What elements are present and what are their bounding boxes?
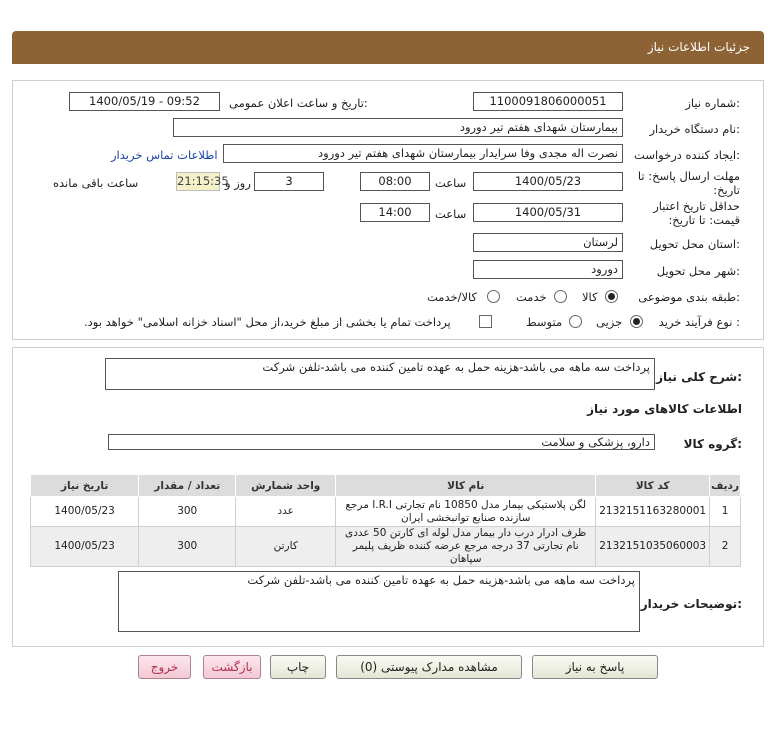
purchase-radio-minor[interactable] [630,315,643,328]
print-button[interactable]: چاپ [270,655,326,679]
col-date: تاریخ نیاز [31,475,139,497]
goods-table [30,474,741,567]
page-header [12,31,764,64]
deadline-date-field[interactable]: 1400/05/23 [473,172,623,191]
province-label: استان محل تحویل: [649,237,740,251]
category-label: طبقه بندی موضوعی: [638,290,740,304]
need-number-field[interactable]: 1100091806000051 [473,92,623,111]
category-option-goods-service: کالا/خدمت [427,290,478,304]
cell-qty: 300 [139,497,236,527]
deadline-days-field[interactable]: 3 [254,172,324,191]
page-title: جزئیات اطلاعات نیاز [647,40,750,54]
col-unit: واحد شمارش [236,475,336,497]
deadline-label: مهلت ارسال پاسخ: تا تاریخ: [637,169,740,197]
table-row[interactable] [31,497,741,527]
cell-unit: کارتن [236,527,336,567]
province-field[interactable]: لرستان [473,233,623,252]
deadline-time-field[interactable]: 08:00 [360,172,430,191]
goods-group-field[interactable]: دارو، پزشکی و سلامت [108,434,655,450]
reply-button[interactable]: پاسخ به نیاز [532,655,658,679]
cell-date: 1400/05/23 [31,527,139,567]
cell-code: 2132151035060003 [596,527,710,567]
purchase-type-label: نوع فرآیند خرید : [658,315,740,329]
cell-date: 1400/05/23 [31,497,139,527]
deadline-days-label: روز و [225,176,251,190]
buyer-contact-link[interactable]: اطلاعات تماس خریدار [111,148,218,162]
validity-label: حداقل تاریخ اعتبار قیمت: تا تاریخ: [653,199,740,227]
treasury-payment-note: پرداخت تمام یا بخشی از مبلغ خرید،از محل "اسناد خزانه اسلامی" خواهد بود. [84,315,451,329]
purchase-option-medium: متوسط [526,315,563,329]
buyer-notes-field[interactable]: پرداخت سه ماهه می باشد-هزینه حمل به عهده تامین کننده می باشد-تلفن شرکت [118,571,640,632]
validity-time-field[interactable]: 14:00 [360,203,430,222]
cell-index: 2 [710,527,741,567]
buyer-org-field[interactable]: بیمارستان شهدای هفتم تیر دورود [173,118,623,137]
deadline-time-label: ساعت [435,176,467,190]
requester-field[interactable]: نصرت اله مجدی وفا سرایدار بیمارستان شهدای هفتم تیر دورود [223,144,623,163]
buyer-notes-label: توضیحات خریدار: [640,597,742,611]
city-field[interactable]: دورود [473,260,623,279]
category-radio-goods-service[interactable] [487,290,500,303]
cell-name: لگن پلاستیکی بیمار مدل 10850 نام تجارتی I.R.I مرجع سازنده صنایع توانبخشی ایران [336,497,596,527]
cell-unit: عدد [236,497,336,527]
col-name: نام کالا [336,475,596,497]
back-button[interactable]: بازگشت [203,655,261,679]
validity-time-label: ساعت [435,207,467,221]
cell-code: 2132151163280001 [596,497,710,527]
summary-label: شرح کلی نیاز: [656,370,742,384]
remaining-time-field: 21:15:35 [176,172,220,191]
goods-group-label: گروه کالا: [683,437,742,451]
col-index: ردیف [710,475,741,497]
announce-field[interactable]: 1400/05/19 - 09:52 [69,92,220,111]
category-radio-service[interactable] [554,290,567,303]
city-label: شهر محل تحویل: [656,264,740,278]
cell-qty: 300 [139,527,236,567]
requester-label: ایجاد کننده درخواست: [634,148,740,162]
purchase-radio-medium[interactable] [569,315,582,328]
summary-field[interactable]: پرداخت سه ماهه می باشد-هزینه حمل به عهده تامین کننده می باشد-تلفن شرکت [105,358,655,390]
announce-label: تاریخ و ساعت اعلان عمومی: [229,96,368,110]
table-header-row [31,475,741,497]
need-number-label: شماره نیاز: [685,96,740,110]
cell-name: ظرف ادرار درب دار بیمار مدل لوله ای کارتن 50 عددی نام تجارتی 37 درجه مرجع عرضه کننده ظریف پلیمر سپاهان [336,527,596,567]
buyer-org-label: نام دستگاه خریدار: [649,122,740,136]
cell-index: 1 [710,497,741,527]
treasury-payment-checkbox[interactable] [479,315,492,328]
goods-section-title: اطلاعات کالاهای مورد نیاز [587,402,742,416]
category-radio-goods[interactable] [605,290,618,303]
validity-date-field[interactable]: 1400/05/31 [473,203,623,222]
category-option-goods: کالا [582,290,598,304]
table-row[interactable] [31,527,741,567]
purchase-option-minor: جزیی [596,315,623,329]
col-code: کد کالا [596,475,710,497]
remaining-time-label: ساعت باقی مانده [53,176,139,190]
category-option-service: خدمت [516,290,547,304]
col-qty: تعداد / مقدار [139,475,236,497]
exit-button[interactable]: خروج [138,655,191,679]
attachments-button[interactable]: مشاهده مدارک پیوستی (0) [336,655,522,679]
